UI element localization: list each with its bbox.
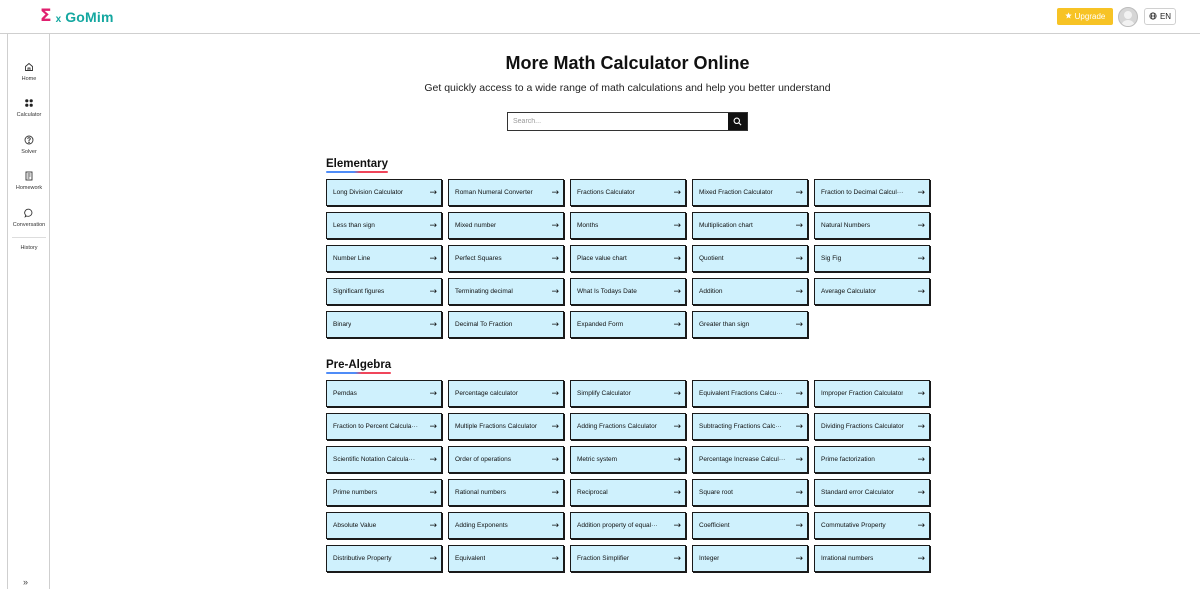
calculator-card-label: Subtracting Fractions Calc··· — [699, 423, 782, 430]
calculator-card-label: Equivalent — [455, 555, 486, 562]
calculator-card[interactable] — [326, 446, 442, 473]
calculator-card[interactable] — [692, 446, 808, 473]
user-avatar[interactable] — [1118, 7, 1138, 27]
calculator-card-label: Adding Exponents — [455, 522, 508, 529]
calculator-card-label: Average Calculator — [821, 288, 877, 295]
calculator-card[interactable] — [326, 278, 442, 305]
calculator-grid-elementary — [326, 179, 930, 338]
calculator-card-label: Percentage Increase Calcul··· — [699, 456, 786, 463]
calculator-card[interactable] — [448, 413, 564, 440]
arrow-right-icon: → — [795, 454, 803, 465]
sidebar-item-label: Homework — [15, 185, 43, 191]
calculator-card-label: Mixed Fraction Calculator — [699, 189, 773, 196]
logo-text: GoMim — [65, 8, 114, 25]
sidebar-item-label: Solver — [21, 149, 37, 155]
section-title-elementary — [326, 158, 388, 170]
home-icon — [23, 61, 35, 73]
calculator-card-label: Multiplication chart — [699, 222, 753, 229]
calculator-card-label: Addition — [699, 288, 723, 295]
calculator-card-label: Quotient — [699, 255, 724, 262]
arrow-right-icon: → — [429, 388, 437, 399]
arrow-right-icon: → — [917, 487, 925, 498]
calculator-card[interactable] — [326, 179, 442, 206]
arrow-right-icon: → — [673, 487, 681, 498]
question-icon — [23, 134, 35, 146]
arrow-right-icon: → — [551, 286, 559, 297]
sidebar-item-conversation[interactable] — [8, 207, 50, 228]
arrow-right-icon: → — [917, 187, 925, 198]
calculator-card[interactable] — [814, 512, 930, 539]
arrow-right-icon: → — [673, 187, 681, 198]
calculator-card-label: Absolute Value — [333, 522, 377, 529]
sidebar-divider — [12, 237, 46, 238]
page-title: More Math Calculator Online — [505, 53, 750, 73]
calculator-card-label: Percentage calculator — [455, 390, 518, 397]
calculator-card-label: Standard error Calculator — [821, 489, 894, 496]
calculator-card[interactable] — [692, 311, 808, 338]
sidebar-item-homework[interactable] — [8, 170, 50, 191]
calculator-card[interactable] — [570, 512, 686, 539]
arrow-right-icon: → — [429, 520, 437, 531]
arrow-right-icon: → — [917, 253, 925, 264]
arrow-right-icon: → — [551, 421, 559, 432]
arrow-right-icon: → — [795, 553, 803, 564]
sidebar-item-label: Calculator — [16, 112, 42, 118]
calculator-card[interactable] — [692, 278, 808, 305]
arrow-right-icon: → — [917, 220, 925, 231]
calculator-card-label: Greater than sign — [699, 321, 750, 328]
calculator-card[interactable] — [448, 380, 564, 407]
calculator-card[interactable] — [692, 212, 808, 239]
arrow-right-icon: → — [551, 487, 559, 498]
calculator-card-label: Fraction to Decimal Calcul··· — [821, 189, 904, 196]
calculator-card[interactable] — [814, 479, 930, 506]
calculator-card[interactable] — [448, 446, 564, 473]
calculator-card-label: Addition property of equal··· — [577, 522, 658, 529]
arrow-right-icon: → — [673, 220, 681, 231]
calculator-card[interactable] — [692, 245, 808, 272]
arrow-right-icon: → — [917, 421, 925, 432]
section-title-underline — [326, 372, 391, 374]
calculator-card[interactable] — [692, 479, 808, 506]
calculator-card[interactable] — [814, 545, 930, 572]
sidebar-item-calculator[interactable] — [8, 97, 50, 118]
calculator-card[interactable] — [814, 278, 930, 305]
calculator-card-label: Natural Numbers — [821, 222, 871, 229]
calculator-card[interactable] — [570, 413, 686, 440]
calculator-card-label: Scientific Notation Calcula··· — [333, 456, 416, 463]
arrow-right-icon: → — [551, 520, 559, 531]
calculator-card[interactable] — [692, 413, 808, 440]
arrow-right-icon: → — [917, 454, 925, 465]
calculator-card-label: Pemdas — [333, 390, 357, 397]
arrow-right-icon: → — [795, 388, 803, 399]
calculator-card[interactable] — [570, 446, 686, 473]
section-title-text: Elementary — [326, 158, 389, 170]
calculator-card[interactable] — [570, 311, 686, 338]
page-subtitle: Get quickly access to a wide range of math calculations and help you better understand — [424, 82, 831, 94]
arrow-right-icon: → — [551, 253, 559, 264]
calculator-card[interactable] — [570, 245, 686, 272]
calculator-card[interactable] — [326, 545, 442, 572]
calculator-card-label: Rational numbers — [455, 489, 506, 496]
arrow-right-icon: → — [551, 187, 559, 198]
calculator-card[interactable] — [570, 545, 686, 572]
document-icon — [23, 170, 35, 182]
calculator-grid-pre-algebra — [326, 380, 930, 572]
calculator-card-label: Prime numbers — [333, 489, 378, 496]
calculator-card-label: Long Division Calculator — [333, 189, 404, 196]
sidebar-item-label: Home — [21, 76, 37, 82]
arrow-right-icon: → — [673, 253, 681, 264]
history-link[interactable]: History — [20, 245, 38, 251]
calculator-card-label: Place value chart — [577, 255, 627, 262]
calculator-card[interactable] — [326, 380, 442, 407]
calculator-card[interactable] — [448, 245, 564, 272]
section-title-underline — [326, 171, 388, 173]
calculator-card[interactable] — [570, 479, 686, 506]
calculator-card-label: Perfect Squares — [455, 255, 502, 262]
main-content — [51, 34, 1200, 589]
calculator-card-label: Integer — [699, 555, 720, 562]
calculator-card[interactable] — [326, 479, 442, 506]
calculator-card-label: Mixed number — [455, 222, 497, 229]
calculator-card-label: Fraction to Percent Calcula··· — [333, 423, 418, 430]
upgrade-label: Upgrade — [1074, 12, 1106, 21]
arrow-right-icon: → — [673, 286, 681, 297]
arrow-right-icon: → — [795, 187, 803, 198]
calculator-card[interactable] — [448, 212, 564, 239]
calculator-card[interactable] — [814, 212, 930, 239]
calculator-card[interactable] — [814, 380, 930, 407]
calculator-card-label: Less than sign — [333, 222, 375, 229]
arrow-right-icon: → — [917, 553, 925, 564]
calculator-card-label: Coefficient — [699, 522, 730, 529]
search-icon — [733, 113, 742, 131]
calculator-card[interactable] — [448, 545, 564, 572]
language-selector[interactable] — [1144, 8, 1176, 25]
calculator-card[interactable] — [326, 245, 442, 272]
calculator-card-label: Fractions Calculator — [577, 189, 635, 196]
globe-icon — [1149, 12, 1157, 22]
calculator-card-label: Equivalent Fractions Calcu··· — [699, 390, 783, 397]
calculator-card-label: Significant figures — [333, 288, 385, 295]
language-label: EN — [1159, 12, 1172, 21]
calculator-card-label: Dividing Fractions Calculator — [821, 423, 904, 430]
arrow-right-icon: → — [795, 286, 803, 297]
calculator-card-label: Fraction Simplifier — [577, 555, 630, 562]
calculator-card[interactable] — [570, 212, 686, 239]
section-title-text: Pre-Algebra — [326, 359, 392, 371]
calculator-card[interactable] — [814, 446, 930, 473]
logo-x-mark: x — [55, 13, 62, 25]
calculator-card[interactable] — [570, 179, 686, 206]
calculator-card-label: Distributive Property — [333, 555, 392, 562]
calculator-card[interactable] — [326, 413, 442, 440]
calculator-card[interactable] — [448, 311, 564, 338]
calculator-card-label: Sig Fig — [821, 255, 842, 262]
arrow-right-icon: → — [795, 220, 803, 231]
calculator-card[interactable] — [448, 512, 564, 539]
arrow-right-icon: → — [673, 454, 681, 465]
calculator-card[interactable] — [692, 179, 808, 206]
section-title-pre-algebra — [326, 359, 391, 371]
top-bar — [0, 0, 1200, 34]
calculator-card-label: Reciprocal — [577, 489, 608, 496]
arrow-right-icon: → — [429, 487, 437, 498]
calculator-card[interactable] — [448, 179, 564, 206]
arrow-right-icon: → — [429, 553, 437, 564]
calculator-card[interactable] — [326, 212, 442, 239]
search-bar — [507, 112, 748, 131]
arrow-right-icon: → — [429, 319, 437, 330]
calculator-card-label: Prime factorization — [821, 456, 875, 463]
collapse-sidebar-button[interactable]: » — [23, 577, 29, 587]
arrow-right-icon: → — [429, 454, 437, 465]
arrow-right-icon: → — [795, 319, 803, 330]
calculator-card-label: Decimal To Fraction — [455, 321, 513, 328]
arrow-right-icon: → — [673, 520, 681, 531]
arrow-right-icon: → — [551, 553, 559, 564]
search-button[interactable] — [728, 113, 747, 130]
arrow-right-icon: → — [551, 319, 559, 330]
calculator-card[interactable] — [448, 278, 564, 305]
calculator-card[interactable] — [814, 245, 930, 272]
arrow-right-icon: → — [551, 454, 559, 465]
logo[interactable] — [40, 8, 114, 25]
calculator-card-label: Roman Numeral Converter — [455, 189, 533, 196]
search-input[interactable] — [508, 113, 728, 130]
arrow-right-icon: → — [429, 421, 437, 432]
calculator-card[interactable] — [692, 512, 808, 539]
calculator-card-label: Terminating decimal — [455, 288, 513, 295]
arrow-right-icon: → — [673, 553, 681, 564]
calculator-card-label: What Is Todays Date — [577, 288, 637, 295]
calculator-card[interactable] — [814, 413, 930, 440]
arrow-right-icon: → — [673, 388, 681, 399]
calculator-card-label: Multiple Fractions Calculator — [455, 423, 538, 430]
calculator-card-label: Commutative Property — [821, 522, 886, 529]
calculator-card-label: Irrational numbers — [821, 555, 874, 562]
calculator-card-label: Months — [577, 222, 599, 229]
calculator-card-label: Metric system — [577, 456, 618, 463]
sidebar-item-home[interactable] — [8, 61, 50, 82]
calculator-card[interactable] — [326, 311, 442, 338]
star-icon — [1065, 12, 1072, 21]
calculator-card[interactable] — [570, 278, 686, 305]
calculator-card-label: Square root — [699, 489, 733, 496]
arrow-right-icon: → — [673, 319, 681, 330]
calculator-card[interactable] — [570, 380, 686, 407]
sidebar — [7, 34, 50, 589]
calculator-card-label: Improper Fraction Calculator — [821, 390, 904, 397]
sidebar-item-solver[interactable] — [8, 134, 50, 155]
calculator-card-label: Number Line — [333, 255, 371, 262]
calculator-card[interactable] — [692, 545, 808, 572]
arrow-right-icon: → — [917, 388, 925, 399]
calculator-card[interactable] — [814, 179, 930, 206]
grid-icon — [23, 97, 35, 109]
logo-sigma-mark: Σ — [40, 6, 52, 26]
chat-icon — [23, 207, 35, 219]
arrow-right-icon: → — [429, 220, 437, 231]
calculator-card-label: Adding Fractions Calculator — [577, 423, 657, 430]
calculator-card-label: Simplify Calculator — [577, 390, 631, 397]
arrow-right-icon: → — [795, 487, 803, 498]
arrow-right-icon: → — [429, 187, 437, 198]
sidebar-item-label: Conversation — [12, 222, 46, 228]
arrow-right-icon: → — [429, 286, 437, 297]
arrow-right-icon: → — [795, 253, 803, 264]
arrow-right-icon: → — [551, 220, 559, 231]
calculator-card[interactable] — [448, 479, 564, 506]
calculator-card-label: Binary — [333, 321, 352, 328]
arrow-right-icon: → — [795, 520, 803, 531]
calculator-card[interactable] — [692, 380, 808, 407]
upgrade-button[interactable] — [1057, 8, 1113, 25]
calculator-card-label: Expanded Form — [577, 321, 624, 328]
arrow-right-icon: → — [917, 286, 925, 297]
arrow-right-icon: → — [429, 253, 437, 264]
arrow-right-icon: → — [673, 421, 681, 432]
arrow-right-icon: → — [551, 388, 559, 399]
calculator-card[interactable] — [326, 512, 442, 539]
arrow-right-icon: → — [917, 520, 925, 531]
calculator-card-label: Order of operations — [455, 456, 512, 463]
arrow-right-icon: → — [795, 421, 803, 432]
